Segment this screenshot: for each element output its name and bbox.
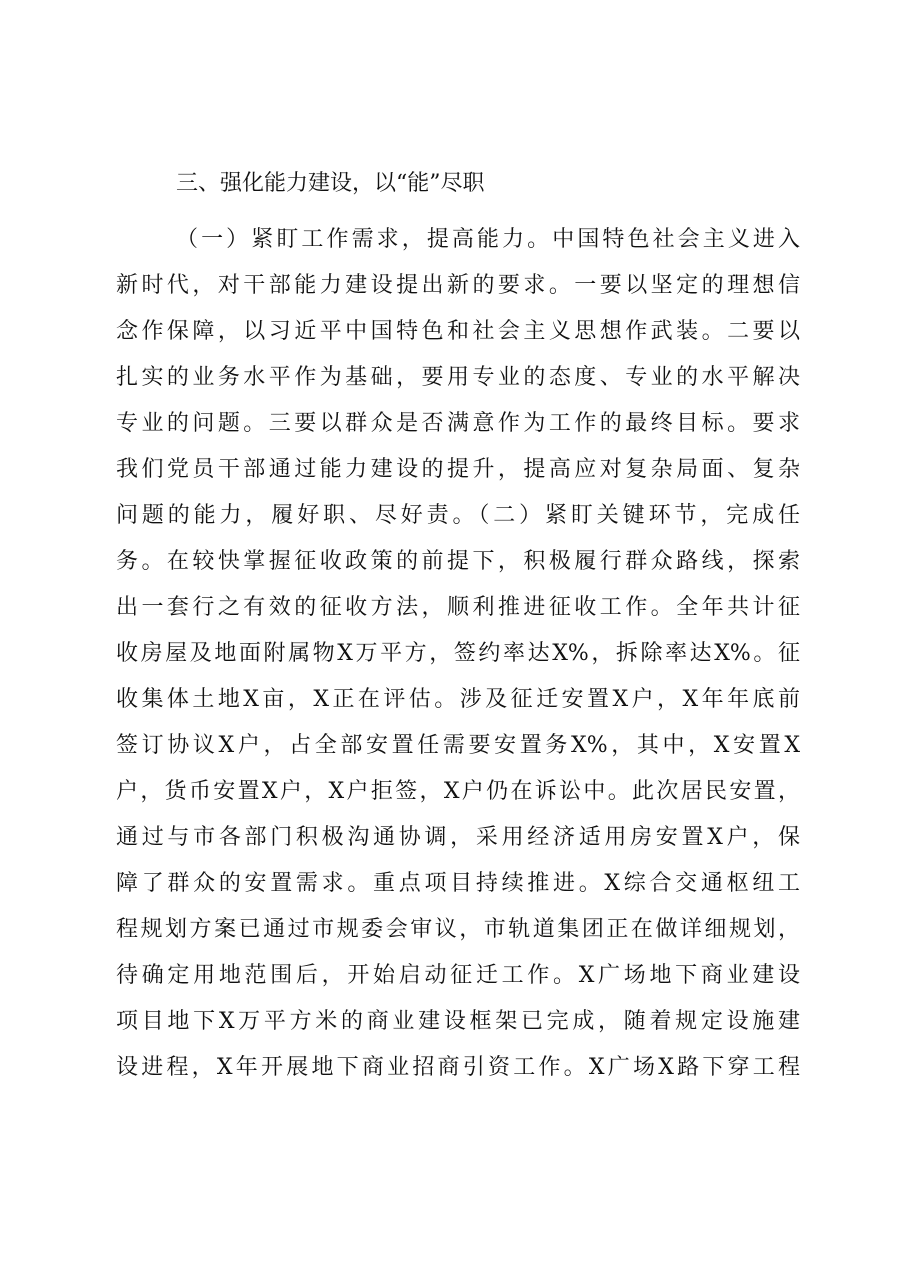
section-heading: 三、强化能力建设，以“能”尽职 <box>176 171 485 196</box>
paragraph-line: 户，货币安置X户，X户拒签，X户仍在诉讼中。此次居民安置， <box>116 779 800 804</box>
paragraph-line: 障了群众的安置需求。重点项目持续推进。X综合交通枢纽工 <box>116 871 800 896</box>
paragraph-line: 专业的问题。三要以群众是否满意作为工作的最终目标。要求 <box>116 411 800 436</box>
paragraph-line: 我们党员干部通过能力建设的提升，提高应对复杂局面、复杂 <box>116 457 800 482</box>
paragraph-line: 通过与市各部门积极沟通协调，采用经济适用房安置X户，保 <box>116 825 800 850</box>
paragraph-line: 问题的能力，履好职、尽好责。（二）紧盯关键环节，完成任 <box>116 503 800 528</box>
paragraph-line: 扎实的业务水平作为基础，要用专业的态度、专业的水平解决 <box>116 365 800 390</box>
paragraph-line: 签订协议X户，占全部安置任需要安置务X%，其中，X安置X <box>116 733 800 758</box>
paragraph-line: 设进程，X年开展地下商业招商引资工作。X广场X路下穿工程 <box>116 1055 800 1080</box>
paragraph-line: 待确定用地范围后，开始启动征迁工作。X广场地下商业建设 <box>116 963 800 988</box>
paragraph-line: 念作保障，以习近平中国特色和社会主义思想作武装。二要以 <box>116 319 800 344</box>
paragraph-line: （一）紧盯工作需求，提高能力。中国特色社会主义进入 <box>176 227 800 252</box>
paragraph-line: 项目地下X万平方米的商业建设框架已完成，随着规定设施建 <box>116 1009 800 1034</box>
paragraph-line: 收房屋及地面附属物X万平方，签约率达X%，拆除率达X%。征 <box>116 641 800 666</box>
paragraph-line: 程规划方案已通过市规委会审议，市轨道集团正在做详细规划， <box>116 917 800 942</box>
paragraph-line: 务。在较快掌握征收政策的前提下，积极履行群众路线，探索 <box>116 549 800 574</box>
paragraph-line: 新时代，对干部能力建设提出新的要求。一要以坚定的理想信 <box>116 273 800 298</box>
paragraph-line: 出一套行之有效的征收方法，顺利推进征收工作。全年共计征 <box>116 595 800 620</box>
paragraph-line: 收集体土地X亩，X正在评估。涉及征迁安置X户，X年年底前 <box>116 687 800 712</box>
